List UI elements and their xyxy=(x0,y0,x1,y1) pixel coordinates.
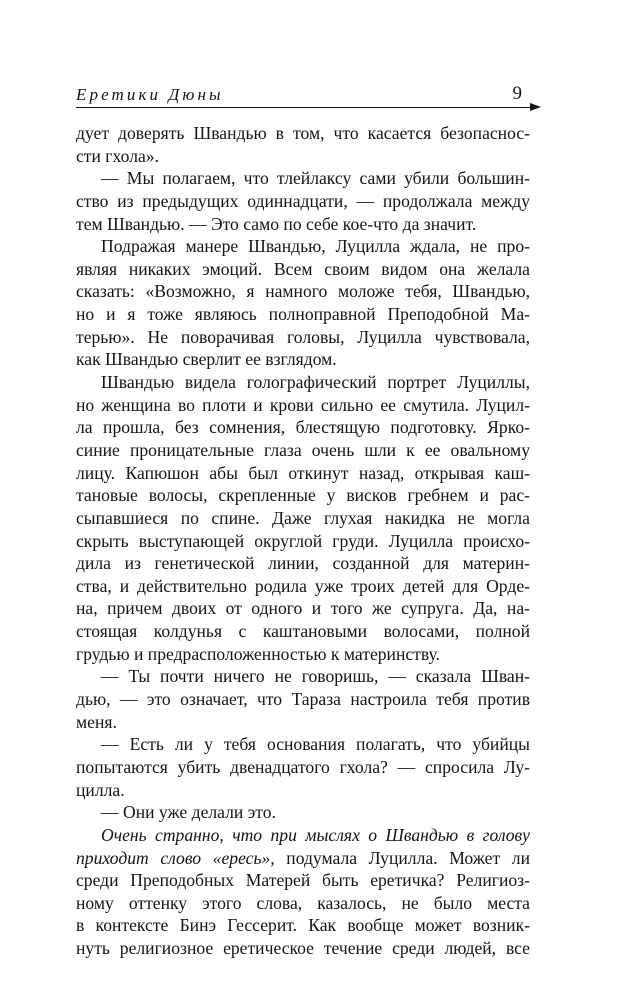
text-line xyxy=(76,552,530,575)
text-run: скрыть выступающей округлой груди. Луцилла происхо- xyxy=(76,530,530,551)
text-run: терью». Не поворачивая головы, Луцилла чувствовала, xyxy=(76,326,530,347)
text-run: подумала Луцилла. Может ли xyxy=(274,847,530,868)
text-line xyxy=(76,507,530,530)
text-line xyxy=(76,167,530,190)
page-number: 9 xyxy=(512,83,522,104)
text-run: тановые волосы, скрепленные у висков гребнем и рас- xyxy=(76,485,530,506)
text-line xyxy=(76,688,530,711)
text-line xyxy=(76,235,530,258)
text-run: сти гхола». xyxy=(76,145,160,166)
body-text xyxy=(76,122,530,960)
text-run: среди Преподобных Матерей быть еретичка? Религиоз- xyxy=(76,870,530,891)
text-run: на, причем двоих от одного и того же супруга. Да, на- xyxy=(76,598,530,619)
text-line xyxy=(76,280,530,303)
text-line xyxy=(76,824,530,847)
text-line xyxy=(76,914,530,937)
text-run: лицу. Капюшон абы был откинут назад, открывая каш- xyxy=(76,462,530,483)
text-run: — Ты почти ничего не говоришь, — сказала Шван- xyxy=(101,666,530,687)
text-run: цилла. xyxy=(76,779,125,800)
text-line xyxy=(76,439,530,462)
text-line xyxy=(76,779,530,802)
text-line xyxy=(76,213,530,236)
italic-text: приходит слово «ересь», xyxy=(76,847,275,868)
text-line xyxy=(76,122,530,145)
text-line xyxy=(76,575,530,598)
text-run: синие проницательные глаза очень шли к ее овальному xyxy=(76,439,530,460)
text-line xyxy=(76,847,530,870)
text-line xyxy=(76,892,530,915)
text-run: являя никаких эмоций. Всем своим видом она желала xyxy=(76,258,530,279)
text-line xyxy=(76,145,530,168)
text-run: ство из предыдущих одиннадцати, — продолжала между xyxy=(76,190,530,211)
text-run: нуть религиозное еретическое течение среди людей, все xyxy=(76,938,530,959)
text-run: как Швандью сверлит ее взглядом. xyxy=(76,349,337,370)
italic-text: Очень странно, что при мыслях о Швандью в голову xyxy=(101,824,530,845)
text-line xyxy=(76,665,530,688)
text-line xyxy=(76,937,530,960)
text-line xyxy=(76,416,530,439)
text-line xyxy=(76,348,530,371)
text-line xyxy=(76,597,530,620)
text-run: но и я тоже являюсь полноправной Преподобной Ма- xyxy=(76,304,530,325)
text-line xyxy=(76,620,530,643)
text-line xyxy=(76,643,530,666)
text-line xyxy=(76,484,530,507)
text-line xyxy=(76,190,530,213)
text-run: в контексте Бинэ Гессерит. Как вообще может возник- xyxy=(76,915,530,936)
text-line xyxy=(76,733,530,756)
text-line xyxy=(76,711,530,734)
text-run: меня. xyxy=(76,711,117,732)
text-line xyxy=(76,462,530,485)
text-line xyxy=(76,801,530,824)
text-line xyxy=(76,258,530,281)
text-run: стоящая колдунья с каштановыми волосами, полной xyxy=(76,621,530,642)
text-run: попытаются убить двенадцатого гхола? — спросила Лу- xyxy=(76,756,530,777)
text-run: Швандью видела голографический портрет Луциллы, xyxy=(101,372,530,393)
text-run: ному оттенку этого слова, казалось, не было места xyxy=(76,892,530,913)
text-run: сказать: «Возможно, я намного моложе тебя, Швандью, xyxy=(76,281,530,302)
text-line xyxy=(76,394,530,417)
text-line xyxy=(76,530,530,553)
text-run: но женщина во плоти и крови сильно ее смутила. Луцил- xyxy=(76,394,530,415)
arrow-icon xyxy=(530,103,541,111)
text-run: дью, — это означает, что Тараза настроила тебя против xyxy=(76,689,530,710)
text-line xyxy=(76,326,530,349)
header-rule xyxy=(76,107,532,108)
text-run: ла прошла, без сомнения, блестящую подготовку. Ярко- xyxy=(76,417,530,438)
text-line xyxy=(76,303,530,326)
text-run: — Есть ли у тебя основания полагать, что убийцы xyxy=(101,734,530,755)
text-run: тем Швандью. — Это само по себе кое-что да значит. xyxy=(76,213,477,234)
text-run: дует доверять Швандью в том, что касается безопаснос- xyxy=(76,123,530,143)
text-line xyxy=(76,371,530,394)
text-run: Подражая манере Швандью, Луцилла ждала, не про- xyxy=(101,236,530,257)
text-run: дила из генетической линии, созданной для материн- xyxy=(76,553,530,574)
text-line xyxy=(76,756,530,779)
text-run: — Мы полагаем, что тлейлаксу сами убили большин- xyxy=(101,168,530,189)
text-run: ства, и действительно родила уже троих детей для Орде- xyxy=(76,575,530,596)
text-line xyxy=(76,869,530,892)
text-run: грудью и предрасположенностью к материнству. xyxy=(76,643,441,664)
text-run: сыпавшиеся по спине. Даже глухая накидка не могла xyxy=(76,507,530,528)
text-run: — Они уже делали это. xyxy=(101,802,276,823)
running-title: Еретики Дюны xyxy=(76,85,224,104)
